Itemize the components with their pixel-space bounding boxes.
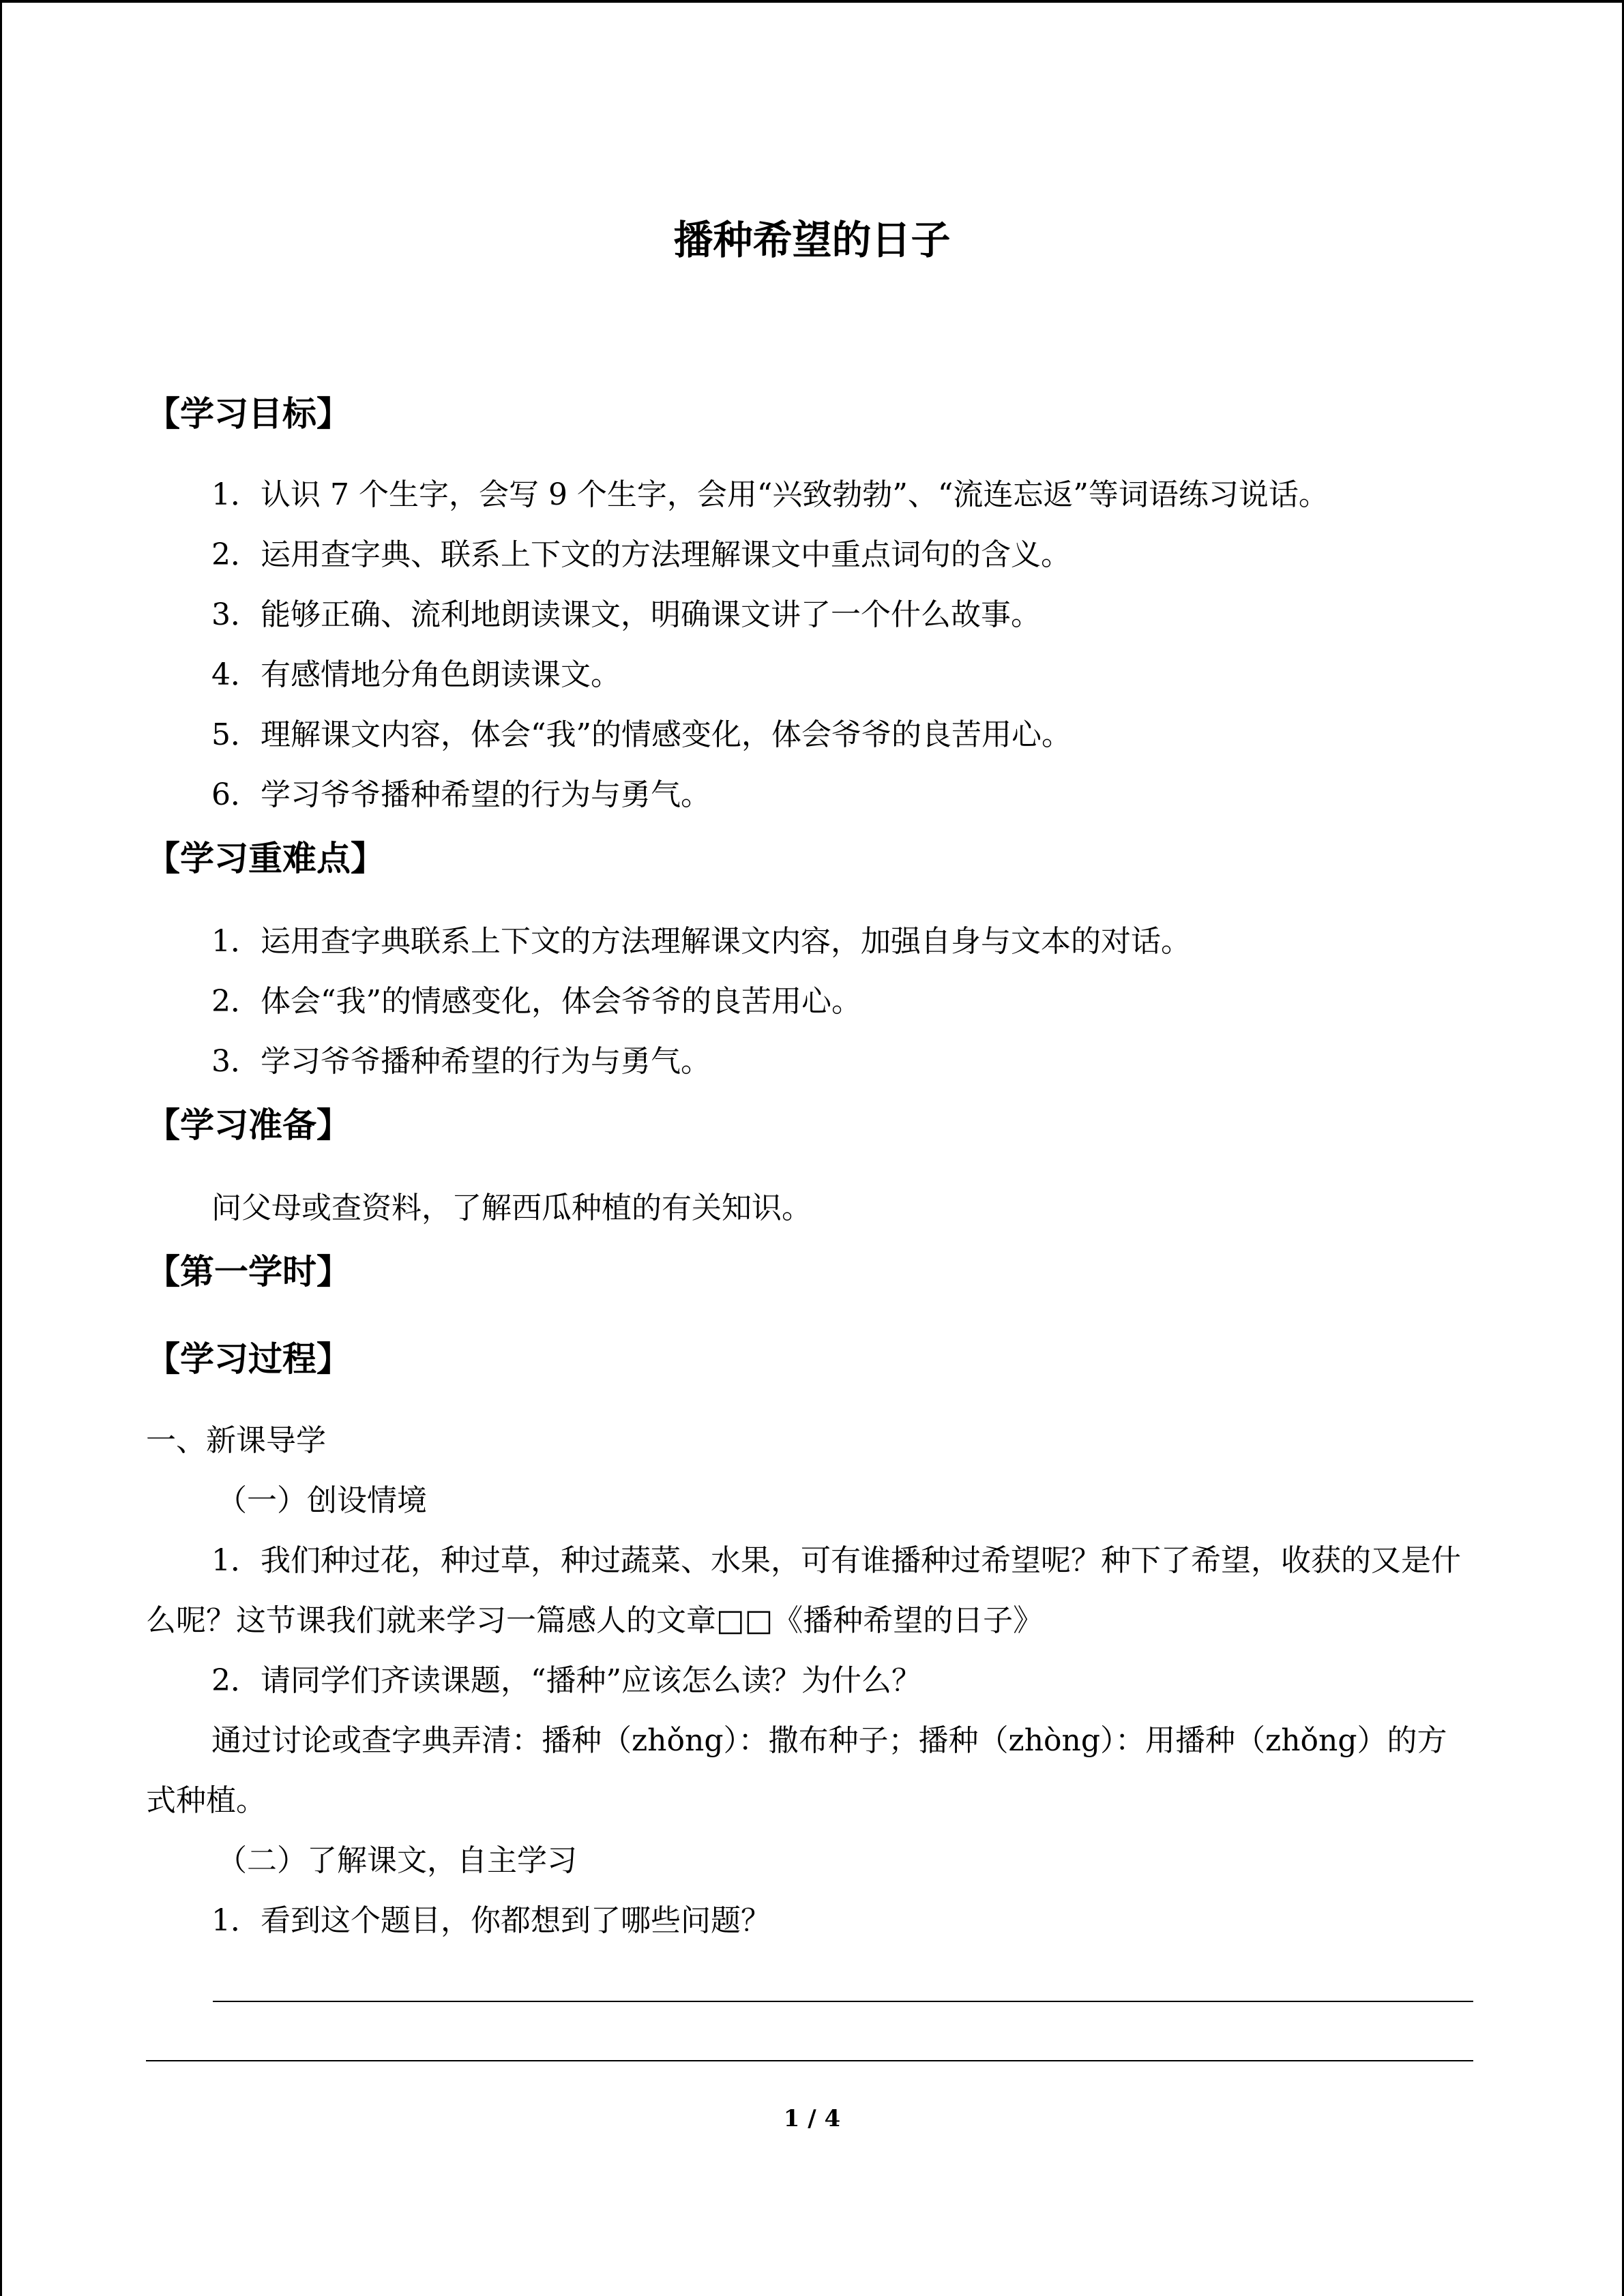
key-point-item-2: 2．体会“我”的情感变化，体会爷爷的良苦用心。 bbox=[211, 984, 861, 1019]
process-question-1: 1．看到这个题目，你都想到了哪些问题？ bbox=[211, 1903, 771, 1938]
process-sub-1: （一）创设情境 bbox=[217, 1483, 427, 1518]
process-sub-2: （二）了解课文，自主学习 bbox=[217, 1843, 577, 1878]
goal-item-3: 3．能够正确、流利地朗读课文，明确课文讲了一个什么故事。 bbox=[211, 597, 1041, 632]
goal-item-4: 4．有感情地分角色朗读课文。 bbox=[211, 657, 621, 692]
document-title: 播种希望的日子 bbox=[673, 217, 951, 263]
key-point-item-3: 3．学习爷爷播种希望的行为与勇气。 bbox=[211, 1044, 711, 1079]
answer-line bbox=[213, 2001, 1473, 2002]
process-paragraph-2: 2．请同学们齐读课题，“播种”应该怎么读？为什么？ bbox=[211, 1663, 921, 1698]
goals-heading: 【学习目标】 bbox=[146, 393, 351, 434]
process-heading: 【学习过程】 bbox=[146, 1339, 351, 1379]
goal-item-1: 1．认识 7 个生字，会写 9 个生字，会用“兴致勃勃”、“流连忘返”等词语练习说话。 bbox=[211, 477, 1329, 512]
preparation-text: 问父母或查资料，了解西瓜种植的有关知识。 bbox=[211, 1191, 812, 1225]
goal-item-6: 6．学习爷爷播种希望的行为与勇气。 bbox=[211, 777, 711, 812]
goal-item-5: 5．理解课文内容，体会“我”的情感变化，体会爷爷的良苦用心。 bbox=[211, 717, 1072, 752]
key-point-item-1: 1．运用查字典联系上下文的方法理解课文内容，加强自身与文本的对话。 bbox=[211, 924, 1191, 959]
footer-divider bbox=[146, 2060, 1473, 2061]
key-points-heading: 【学习重难点】 bbox=[146, 838, 385, 878]
goal-item-2: 2．运用查字典、联系上下文的方法理解课文中重点词句的含义。 bbox=[211, 537, 1071, 572]
process-part-1: 一、新课导学 bbox=[146, 1423, 326, 1458]
process-paragraph-3: 通过讨论或查字典弄清：播种（zhǒng）：撒布种子；播种（zhòng）：用播种（zhǒng）的方式种植。 bbox=[146, 1723, 1447, 1818]
process-paragraph-1: 1．我们种过花，种过草，种过蔬菜、水果，可有谁播种过希望呢？种下了希望，收获的又是什么呢？这节课我们就来学习一篇感人的文章□□《播种希望的日子》 bbox=[146, 1543, 1461, 1638]
page-border-left bbox=[0, 0, 2, 2296]
lesson-heading: 【第一学时】 bbox=[146, 1251, 351, 1292]
page-number: 1 / 4 bbox=[783, 2105, 841, 2132]
preparation-heading: 【学习准备】 bbox=[146, 1105, 351, 1145]
page-border-top bbox=[0, 0, 1624, 3]
